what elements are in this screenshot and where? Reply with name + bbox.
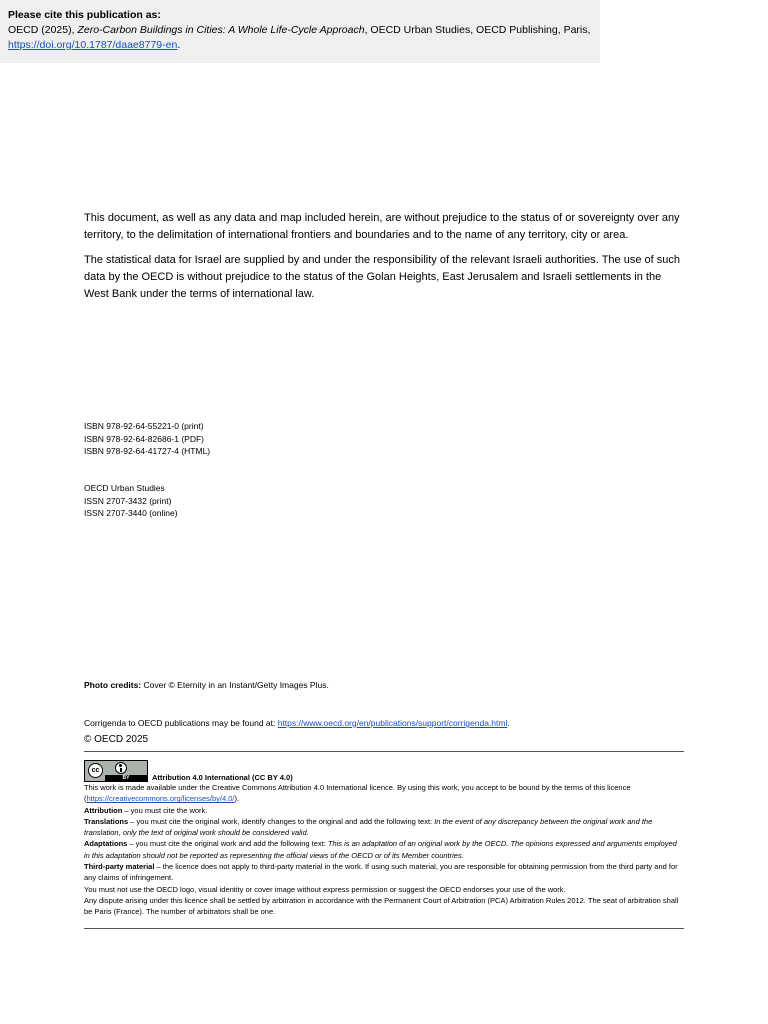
cc-icon: cc [88,763,103,778]
license-attribution [84,805,684,816]
license-url-link[interactable]: https://creativecommons.org/licenses/by/4.0/ [86,794,235,804]
license-title: Attribution 4.0 International (CC BY 4.0) [152,773,293,782]
adaptations-italic: This is an adaptation of an original work by the OECD. The opinions expressed and arguments employed in this adaptation should not be reported as representing the official views of the OECD or of its Member countries. [84,839,677,860]
license-logo: You must not use the OECD logo, visual identity or cover image without express permission or suggest the OECD endorses your use of the work. [84,884,566,894]
citation-title: Please cite this publication as: [8,9,161,21]
series-name: OECD Urban Studies [84,483,165,493]
license-third-party [84,861,684,884]
license-section [84,758,684,918]
photo-credits [84,679,684,692]
adaptations-label: Adaptations [84,839,128,849]
attribution-person-icon [115,762,127,774]
translations-label: Translations [84,816,129,826]
photo-credits-text: Cover © Eternity in an Instant/Getty Images Plus. [141,680,329,690]
divider-bottom [84,928,684,929]
license-adaptations [84,838,684,861]
license-translations [84,816,684,839]
license-intro [84,782,684,805]
license-intro-text: This work is made available under the Creative Commons Attribution 4.0 International licence. By using this work, you accept to be bound by the terms of this licence [84,783,631,792]
citation-book-title: Zero-Carbon Buildings in Cities: A Whole Life-Cycle Approach [77,24,365,36]
license-dispute: Any dispute arising under this licence shall be settled by arbitration in accordance with the Permanent Court of Arbitration (PCA) Arbitration Rules 2012. The seat of arbitration shall be Paris (France). The number of arbitrators shall be one. [84,895,679,917]
issn-print: ISSN 2707-3432 (print) [84,495,172,506]
license-header [84,758,684,782]
corrigenda [84,717,684,730]
attribution-label: Attribution [84,805,123,815]
legal-disclaimer [84,210,684,303]
isbn-html: ISBN 978-92-64-41727-4 (HTML) [84,446,211,456]
isbn-pdf: ISBN 978-92-64-82686-1 (PDF) [84,433,205,444]
disclaimer-territory: This document, as well as any data and map included herein, are without prejudice to the status of or sovereignty over any territory, to the delimitation of international frontiers and boundaries and to the name of any territory, city or area. [84,212,680,241]
issn-online: ISSN 2707-3440 (online) [84,508,178,518]
license-url-close: ). [234,794,240,804]
citation-doi-link[interactable]: https://doi.org/10.1787/daae8779-en [8,39,178,51]
copyright: © OECD 2025 [84,734,149,745]
adaptations-text: – you must cite the original work and add the following text: [127,839,328,849]
corrigenda-link[interactable]: https://www.oecd.org/en/publications/support/corrigenda.html [277,718,508,728]
isbn-list [84,420,684,458]
citation-prefix: OECD (2025), [8,24,78,36]
cc-by-label: BY [105,775,147,781]
translations-italic: In the event of any discrepancy between the original work and the translation, only the text of original work should be considered valid. [84,816,653,838]
translations-text: – you must cite the original work, identify changes to the original and add the following text: [128,816,435,826]
citation-end: . [177,39,181,51]
cc-by-badge[interactable] [84,760,148,782]
third-party-text: – the licence does not apply to third-party material in the work. If using such material, you are responsible for obtaining permission from the third party and for any claims of infringement. [84,862,678,883]
divider-top [84,751,684,752]
corrigenda-text: Corrigenda to OECD publications may be found at: [84,718,278,728]
citation-suffix: , OECD Urban Studies, OECD Publishing, Paris, [364,24,591,36]
photo-credits-label: Photo credits: [84,680,142,690]
corrigenda-end: . [507,718,510,728]
isbn-print: ISBN 978-92-64-55221-0 (print) [84,421,204,431]
series-info [84,482,684,520]
license-url-open: ( [84,794,87,804]
third-party-label: Third-party material [84,862,155,872]
attribution-text: – you must cite the work. [122,805,208,815]
citation-text [8,23,592,53]
disclaimer-israel: The statistical data for Israel are supplied by and under the responsibility of the relevant Israeli authorities. The use of such data by the OECD is without prejudice to the status of the Golan Heights, East Jerusalem and Israeli settlements in the West Bank under the terms of international law. [84,254,680,300]
citation-box [0,0,600,63]
